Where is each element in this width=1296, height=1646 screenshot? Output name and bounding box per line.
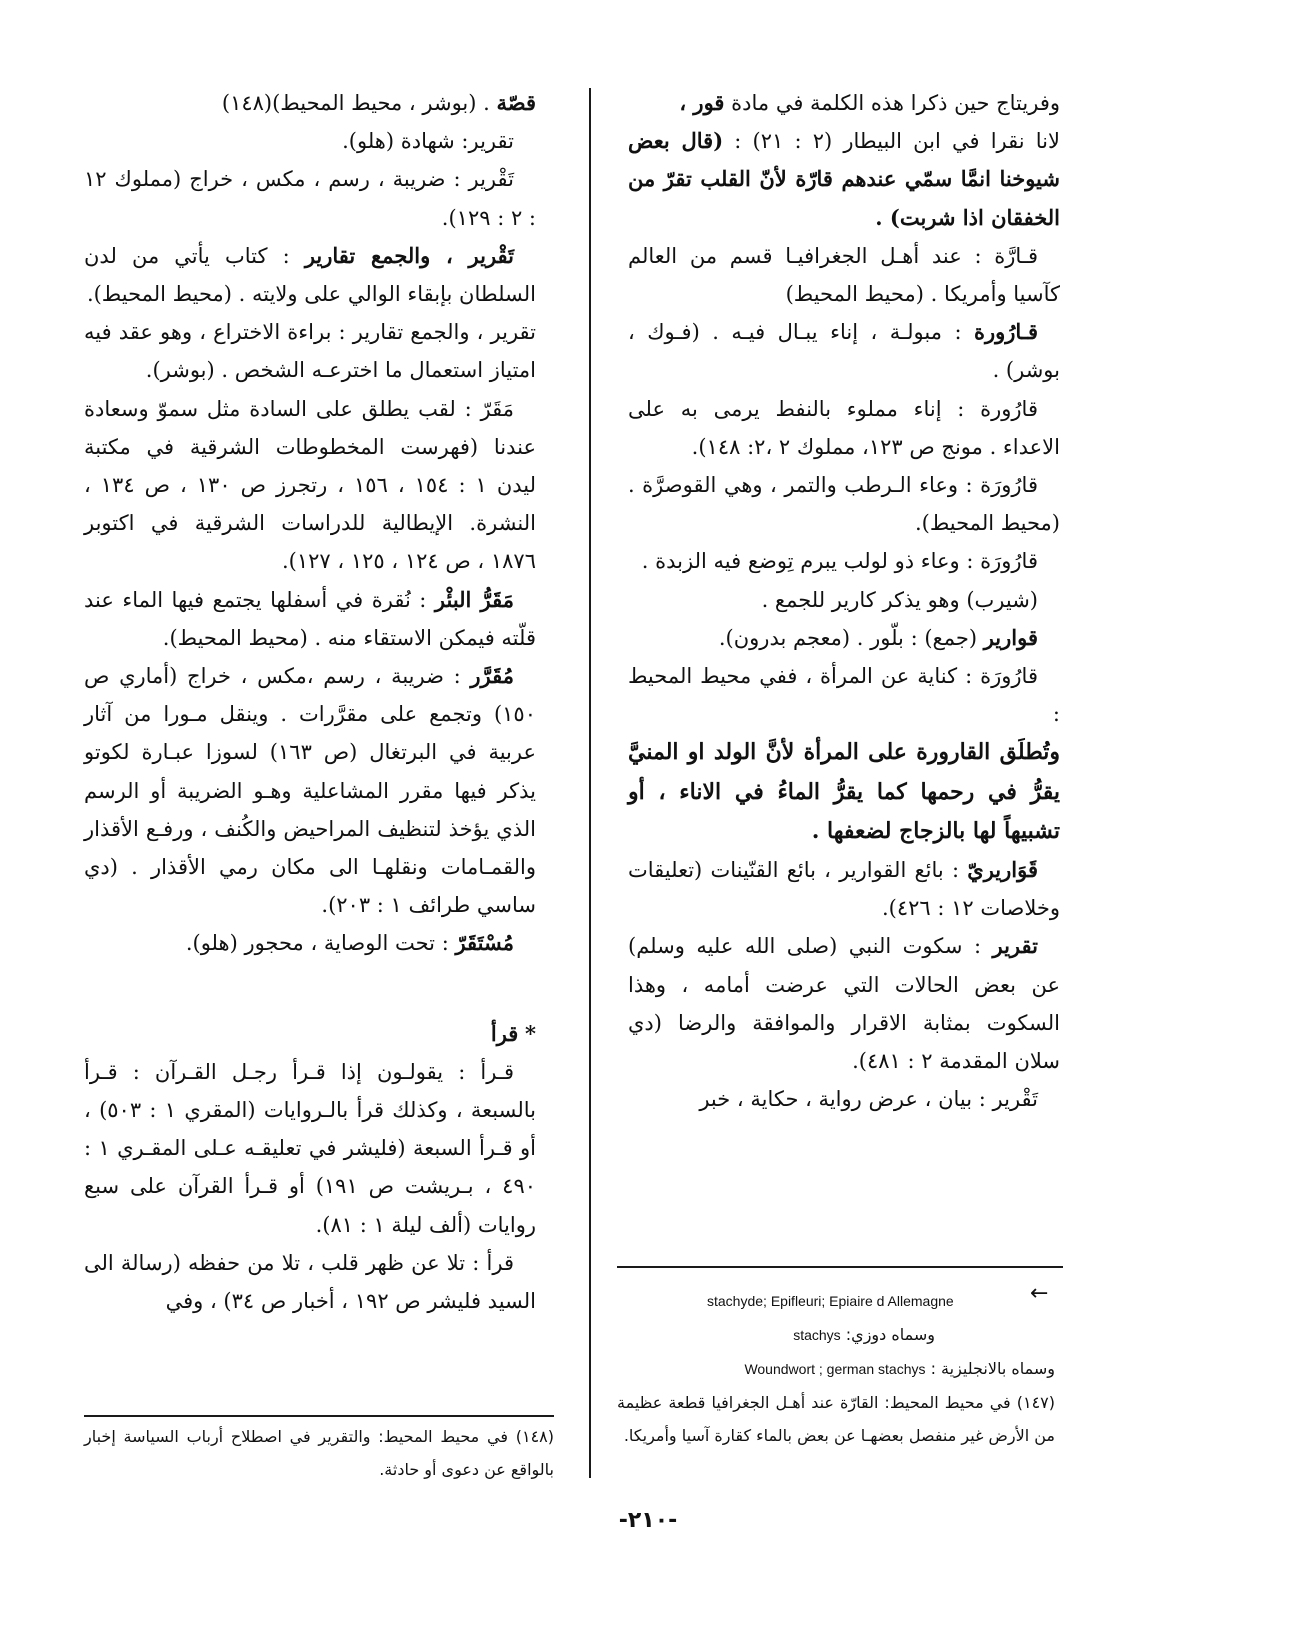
arrow-left-icon: ← (1030, 1281, 1049, 1306)
footnote-line: وسماه دوزي: stachys (793, 1325, 935, 1344)
entry-paragraph: قَوَاريريّ : بائع القوارير ، بائع القنّينات (تعليقات وخلاصات ١٢ : ٤٢٦). (628, 857, 1060, 921)
footnote-148: (١٤٨) في محيط المحيط: والتقرير في اصطلاح أرباب السياسة إخبار بالواقع عن دعوى أو حادثة. (84, 1427, 554, 1479)
entry-paragraph: تَقْرير ، والجمع تقارير : كتاب يأتي من لدن السلطان بإبقاء الوالي على ولايته . (محيط المحيط). (84, 242, 536, 307)
left-column (84, 84, 536, 1320)
entry-paragraph: قصّة . (بوشر ، محيط المحيط)(١٤٨) (221, 90, 536, 115)
entry-paragraph: وفريتاج حين ذكرا هذه الكلمة في مادة قور ، (679, 90, 1060, 115)
entry-paragraph: قارُورة : إناء مملوء بالنفط يرمى به على الاعداء . مونج ص ١٢٣، مملوك ٢ ،٢: ١٤٨). (628, 396, 1060, 459)
entry-quote: وتُطلَق القارورة على المرأة لأنَّ الولد او المنيَّ يقرُّ في رحمها كما يقرُّ الماءُ في الاناء ، أو تشبيهاً لها بالزجاج لضعفها . (628, 739, 1060, 844)
entry-paragraph: مُسْتَقَرّ : تحت الوصاية ، محجور (هلو). (185, 930, 514, 956)
column-divider (589, 88, 591, 1478)
entry-paragraph: قـارُورة : مبولـة ، إناء يبـال فيـه . (فـوك ، بوشر) . (628, 319, 1060, 383)
section-heading: * قرأ (490, 1020, 536, 1046)
entry-paragraph: تقرير: شهادة (هلو). (342, 129, 514, 154)
entry-paragraph: تقرير ، والجمع تقارير : براءة الاختراع ، وهو عقد فيه امتياز استعمال ما اخترعـه الشخص . (بوشر). (84, 320, 536, 383)
entry-paragraph: تَقْرير : بيان ، عرض رواية ، حكاية ، خبر (699, 1087, 1038, 1112)
entry-paragraph: مَقَرّ : لقب يطلق على السادة مثل سموّ وسعادة عندنا (فهرست المخطوطات الشرقية في مكتبة ليدن ١ : ١٥٤ ، ١٥٦ ، رتجرز ص ١٣٠ ، ص ١٣٤ ، النشرة. الإيطالية للدراسات الشرقية في اكتوبر ١٨٧٦ ، ص ١٢٤ ، ١٢٥ ، ١٢٧). (84, 396, 536, 574)
footnote-left (84, 1420, 554, 1486)
entry-paragraph: قارُورَة : وعاء ذو لولب يبرم تِوضع فيه الزبدة . (641, 549, 1038, 574)
footnote-rule (617, 1266, 1063, 1268)
entry-paragraph: قارُورَة : كناية عن المرأة ، ففي محيط المحيط : (628, 664, 1060, 727)
entry-paragraph: مُقَرَّر : ضريبة ، رسم ،مكس ، خراج (أماري ص ١٥٠) وتجمع على مقرَّرات . وينقل مـورا من آثار عربية في البرتغال (ص ١٦٣) لسوزا عبـارة لكوتو يذكر فيها مقرر المشاعلية وهـو الضريبة أو الرسم الذي يؤخذ لتنظيف المراحيض والكُنف ، ورفـع الأقذار والقمـامات ونقلهـا الى مكان رمي الأقذار . (دي ساسي طرائف ١ : ٢٠٣). (84, 663, 537, 918)
entry-paragraph: قرأ : تلا عن ظهر قلب ، تلا من حفظه (رسالة الى السيد فليشر ص ١٩٢ ، أخبار ص ٣٤) ، وفي (84, 1250, 536, 1314)
entry-paragraph: لانا نقرا في ابن البيطار (٢ : ٢١) : (قال بعض شيوخنا انمَّا سمّي عندهم قارّة لأنّ القلب تقرّ من الخفقان اذا شربت) . (628, 128, 1060, 230)
footnote-rule (84, 1415, 554, 1417)
footnote-147: (١٤٧) في محيط المحيط: القارّة عند أهـل الجغرافيا قطعة عظيمة من الأرض غير منفصل بعضهـا عن بعض بالماء كقارة آسيا وأمريكا. (617, 1393, 1055, 1445)
footnote-latin-line: stachyde; Epifleuri; Epiaire d Allemagne (707, 1293, 954, 1309)
entry-paragraph: قارُورَة : وعاء الـرطب والتمر ، وهي القوصرَّة . (محيط المحيط). (628, 473, 1060, 536)
footnotes-right (617, 1284, 1055, 1452)
entry-paragraph: مَقَرُّ البئْر : نُقرة في أسفلها يجتمع فيها الماء عند قلّته فيمكن الاستقاء منه . (محيط المحيط). (84, 586, 536, 650)
entry-paragraph: تَقْرير : ضريبة ، رسم ، مكس ، خراج (مملوك ١٢ : ٢ : ١٢٩). (84, 167, 536, 230)
footnote-line: وسماه بالانجليزية : Woundwort ; german stachys (744, 1359, 1055, 1378)
entry-paragraph: قوارير (جمع) : بلّور . (معجم بدرون). (718, 624, 1038, 650)
entry-paragraph: قـرأ : يقولـون إذا قـرأ رجـل القـرآن : قـرأ بالسبعة ، وكذلك قرأ بالـروايات (المقري ١ : ٥٠٣) ، أو قـرأ السبعة (فليشر في تعليقـه عـلى المقـري ١ : ٤٩٠ ، بـريشت ص ١٩١) أو قـرأ القرآن على سبع روايات (ألف ليلة ١ : ٨١). (84, 1059, 537, 1237)
entry-paragraph: قـارَّة : عند أهـل الجغرافيـا قسم من العالم كآسيا وأمريكا . (محيط المحيط) (628, 243, 1060, 307)
entry-paragraph: (شيرب) وهو يذكر كارير للجمع . (761, 587, 1038, 612)
entry-paragraph: تقرير : سكوت النبي (صلى الله عليه وسلم) عن بعض الحالات التي عرضت أمامه ، وهذا السكوت بمثابة الاقرار والموافقة والرضا (دي سلان المقدمة ٢ : ٤٨١). (628, 933, 1060, 1074)
asterisk-icon: * (525, 1020, 536, 1046)
right-column (628, 84, 1060, 1118)
page-number: -٢١٠- (618, 1508, 678, 1533)
